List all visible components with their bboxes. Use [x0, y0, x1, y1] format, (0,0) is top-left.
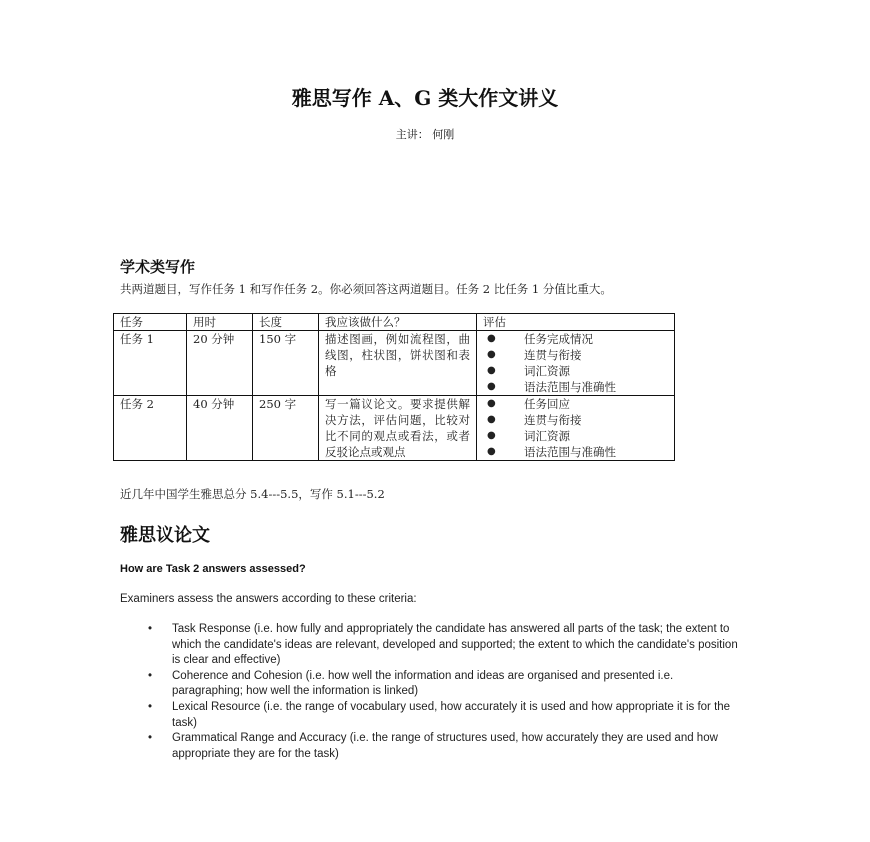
header-cell: 我应该做什么？ — [319, 314, 477, 331]
table-row — [114, 331, 675, 396]
table-header-row — [114, 314, 675, 331]
header-cell: 任务 — [114, 314, 187, 331]
criteria-item: ● 语法范围与准确性 — [483, 379, 668, 395]
criteria-item: ● 任务完成情况 — [483, 331, 668, 347]
question-heading: How are Task 2 answers assessed? — [120, 563, 306, 575]
time-cell: 40 分钟 — [187, 396, 253, 461]
document-title: 雅思写作 A、G 类大作文讲义 — [291, 86, 559, 110]
criteria-item: ● 词汇资源 — [483, 428, 668, 444]
list-item: • Lexical Resource (i.e. the range of vocabulary used, how accurately it is used and how appropriate it is for the task) — [148, 700, 738, 731]
task-table — [113, 313, 675, 461]
section-heading-academic: 学术类写作 — [120, 258, 196, 276]
score-note: 近几年中国学生雅思总分 5.4---5.5，写作 5.1---5.2 — [120, 487, 385, 501]
list-item: • Task Response (i.e. how fully and appropriately the candidate has answered all parts of the task; the extent to which the candidate's ideas are relevant, developed and supported; the extent to which the candidate's position is clear and effective) — [148, 622, 738, 669]
header-cell: 长度 — [253, 314, 319, 331]
length-cell: 250 字 — [253, 396, 319, 461]
time-cell: 20 分钟 — [187, 331, 253, 396]
table-row — [114, 396, 675, 461]
criteria-item: ● 连贯与衔接 — [483, 347, 668, 363]
criteria-item: ● 词汇资源 — [483, 363, 668, 379]
what-cell: 描述图画，例如流程图，曲线图，柱状图，饼状图和表格 — [319, 331, 477, 396]
what-cell: 写一篇议论文。要求提供解决方法，评估问题，比较对比不同的观点或看法，或者反驳论点或观点 — [319, 396, 477, 461]
task-cell: 任务 1 — [114, 331, 187, 396]
criteria-item: ● 任务回应 — [483, 396, 668, 412]
criteria-item: ● 连贯与衔接 — [483, 412, 668, 428]
intro-paragraph: 共两道题目，写作任务 1 和写作任务 2。你必须回答这两道题目。任务 2 比任务 1 分值比重大。 — [120, 282, 612, 296]
list-item: • Grammatical Range and Accuracy (i.e. the range of structures used, how accurately they are used and how appropriate they are for the task) — [148, 731, 738, 762]
length-cell: 150 字 — [253, 331, 319, 396]
header-cell: 评估 — [477, 314, 675, 331]
task-cell: 任务 2 — [114, 396, 187, 461]
list-item: • Coherence and Cohesion (i.e. how well the information and ideas are organised and presented i.e. paragraphing; how well the information is linked) — [148, 669, 738, 700]
criteria-list — [148, 622, 738, 762]
section-heading-essay: 雅思议论文 — [120, 525, 210, 546]
criteria-item: ● 语法范围与准确性 — [483, 444, 668, 460]
criteria-lead: Examiners assess the answers according to these criteria: — [120, 593, 417, 605]
criteria-cell — [477, 396, 675, 461]
header-cell: 用时 — [187, 314, 253, 331]
criteria-cell — [477, 331, 675, 396]
lecturer-line: 主讲： 何刚 — [395, 128, 455, 141]
